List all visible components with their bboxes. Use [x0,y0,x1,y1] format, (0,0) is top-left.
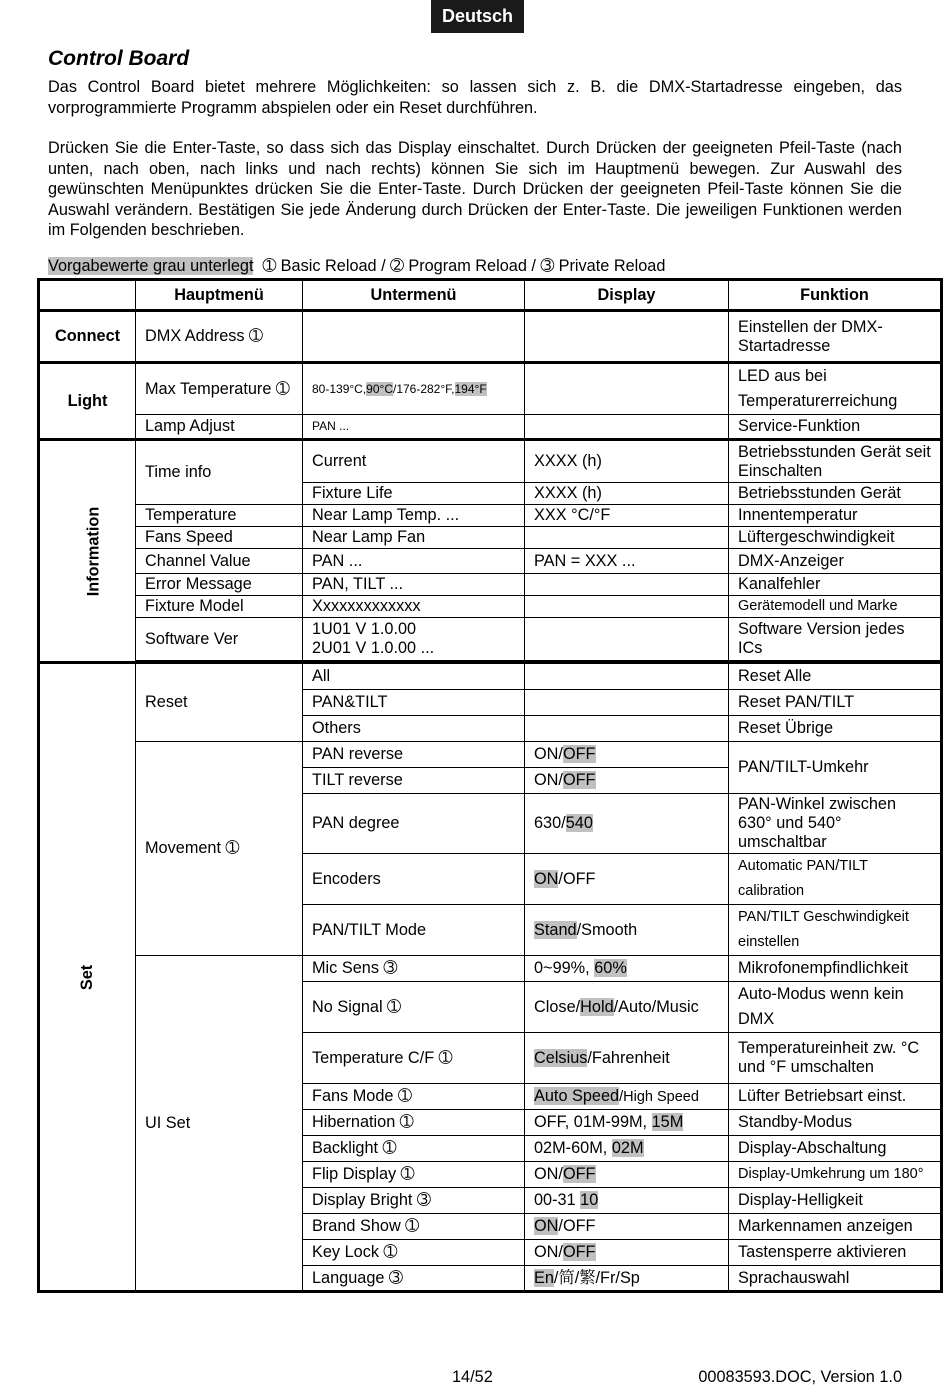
software-version-2: 2U01 V 1.0.00 ... [312,639,435,657]
display-cell [525,1136,729,1162]
display-cell [525,956,729,982]
group-connect: Connect [39,311,136,363]
display-cell [525,794,729,854]
value-option: 02M-60M, [534,1139,612,1157]
maxtemp-range-c: 80-139°C, [312,381,367,396]
default-value: OFF [562,745,596,763]
group-set [39,663,136,1292]
group-set-label: Set [78,964,96,990]
value-option: 00-31 [534,1191,581,1209]
value-option: OFF, 01M-99M, [534,1113,652,1131]
function-cell: Einstellen der DMX-Startadresse [729,311,942,363]
function-cell: Software Version jedes ICs [729,618,942,661]
sub-menu-cell: Encoders [303,854,525,905]
sub-menu-cell: Display Bright ➂ [303,1188,525,1214]
table-header-row [39,280,942,311]
function-cell: Innentemperatur [729,505,942,527]
control-board-table [37,278,943,1293]
value-option: /OFF [558,1217,596,1235]
display-cell: PAN = XXX ... [525,549,729,574]
display-cell [525,690,729,716]
default-value: OFF [562,771,596,789]
table-row [39,574,942,596]
table-row [39,440,942,483]
display-cell [525,1162,729,1188]
main-menu-cell: Movement ➀ [136,742,303,956]
sub-menu-cell: Brand Show ➀ [303,1214,525,1240]
display-cell [525,527,729,549]
group-information [39,440,136,663]
header-group [39,280,136,311]
display-cell [525,1110,729,1136]
header-main-menu: Hauptmenü [136,280,303,311]
table-row [39,415,942,440]
default-value: ON [534,1217,559,1235]
function-cell: Betriebsstunden Gerät seit Einschalten [729,440,942,483]
sub-menu-cell: No Signal ➀ [303,982,525,1033]
value-option: /简/繁/Fr/Sp [553,1268,640,1287]
legend-highlight: Vorgabewerte grau unterlegt [48,257,254,275]
sub-menu-cell: Temperature C/F ➀ [303,1033,525,1084]
sub-menu-cell: Hibernation ➀ [303,1110,525,1136]
function-cell: Kanalfehler [729,574,942,596]
main-menu-cell: Lamp Adjust [136,415,303,440]
default-value: En [534,1268,554,1287]
display-cell [525,1084,729,1110]
display-cell [525,768,729,794]
value-option: /Fahrenheit [587,1048,670,1067]
function-cell: PAN-Winkel zwischen 630° und 540° umschaltbar [729,794,942,854]
function-cell: Auto-Modus wenn kein DMX [729,982,942,1033]
display-cell [525,1033,729,1084]
function-cell: Automatic PAN/TILT calibration [729,854,942,905]
sub-menu-cell: All [303,663,525,690]
value-option: 0~99%, [534,959,595,977]
function-cell: PAN/TILT Geschwindigkeit einstellen [729,905,942,956]
function-cell: Service-Funktion [729,415,942,440]
sub-menu-cell: PAN/TILT Mode [303,905,525,956]
function-cell: Standby-Modus [729,1110,942,1136]
sub-menu-cell [303,311,525,363]
value-option: ON/ [534,1243,563,1261]
table-row [39,663,942,690]
function-cell: Gerätemodell und Marke [729,596,942,618]
sub-menu-cell: Flip Display ➀ [303,1162,525,1188]
sub-menu-cell: PAN reverse [303,742,525,768]
function-cell: Display-Umkehrung um 180° [729,1162,942,1188]
intro-paragraph: Das Control Board bietet mehrere Möglichkeiten: so lassen sich z. B. die DMX-Startadresse eingeben, das vorprogrammierte Programm abspielen oder ein Reset durchführen. [48,78,902,117]
table-row [39,596,942,618]
function-cell: Markennamen anzeigen [729,1214,942,1240]
legend-reload-modes: ➀ Basic Reload / ➁ Program Reload / ➂ Private Reload [253,257,666,275]
group-light: Light [39,363,136,440]
display-cell [525,1188,729,1214]
header-function: Funktion [729,280,942,311]
table-row [39,527,942,549]
display-cell [525,663,729,690]
sub-menu-cell: Near Lamp Temp. ... [303,505,525,527]
sub-menu-cell: Current [303,440,525,483]
table-row [39,311,942,363]
value-option: ON/ [534,745,563,763]
sub-menu-cell: Fans Mode ➀ [303,1084,525,1110]
display-cell [525,574,729,596]
language-tab: Deutsch [431,0,524,33]
sub-menu-cell: TILT reverse [303,768,525,794]
table-row [39,956,942,982]
display-cell [525,1240,729,1266]
main-menu-cell: Fixture Model [136,596,303,618]
value-option: Close/ [534,997,581,1016]
display-cell: XXX °C/°F [525,505,729,527]
function-cell: Reset Alle [729,663,942,690]
sub-menu-cell: PAN, TILT ... [303,574,525,596]
main-menu-cell: Reset [136,663,303,742]
sub-menu-cell: PAN ... [303,415,525,440]
sub-menu-cell: PAN ... [303,549,525,574]
main-menu-cell: Error Message [136,574,303,596]
sub-menu-cell [303,363,525,415]
function-cell: PAN/TILT-Umkehr [729,742,942,794]
default-value: ON [534,869,559,888]
instructions-paragraph: Drücken Sie die Enter-Taste, so dass sich das Display einschaltet. Durch Drücken der geeigneten Pfeil-Taste (nach unten, nach oben, nach links und nach rechts) können Sie sich im Hauptmenü bewegen. Zur Auswahl des gewünschten Menüpunktes drücken Sie die Enter-Taste. Durch Drücken der geeigneten Pfeil-Taste können Sie die Auswahl verändern. Bestätigen Sie jede Änderung durch Drücken der Enter-Taste. Die jeweiligen Funktionen werden im Folgenden beschrieben. [48,139,902,239]
maxtemp-range-f: /176-282°F, [392,381,455,396]
display-cell [525,905,729,956]
display-cell [525,1214,729,1240]
table-row [39,505,942,527]
sub-menu-cell: Near Lamp Fan [303,527,525,549]
function-cell: Display-Abschaltung [729,1136,942,1162]
sub-menu-cell: Key Lock ➀ [303,1240,525,1266]
page-title: Control Board [48,47,190,70]
function-cell: Display-Helligkeit [729,1188,942,1214]
sub-menu-cell: PAN degree [303,794,525,854]
display-cell [525,742,729,768]
function-cell: Tastensperre aktivieren [729,1240,942,1266]
sub-menu-cell: Fixture Life [303,483,525,505]
function-cell: Mikrofonempfindlichkeit [729,956,942,982]
sub-menu-cell: PAN&TILT [303,690,525,716]
value-option: ON/ [534,771,563,789]
default-value: 10 [580,1191,599,1209]
value-option: 630/ [534,814,566,832]
main-menu-cell: DMX Address ➀ [136,311,303,363]
display-cell [525,415,729,440]
default-value: 60% [594,959,627,977]
value-option: /OFF [558,869,596,888]
function-cell: Betriebsstunden Gerät [729,483,942,505]
display-cell: XXXX (h) [525,440,729,483]
main-menu-cell: Max Temperature ➀ [136,363,303,415]
document-version: 00083593.DOC, Version 1.0 [698,1368,902,1386]
group-information-label: Information [84,506,103,596]
main-menu-cell: Temperature [136,505,303,527]
display-cell [525,716,729,742]
display-cell [525,1266,729,1292]
header-display: Display [525,280,729,311]
value-option: ON/ [534,1165,563,1183]
display-cell [525,982,729,1033]
default-value: 15M [651,1113,684,1131]
maxtemp-default-c: 90°C [366,381,393,396]
sub-menu-cell: Backlight ➀ [303,1136,525,1162]
function-cell: Sprachauswahl [729,1266,942,1292]
function-cell: Temperatureinheit zw. °C und °F umschalten [729,1033,942,1084]
software-version-1: 1U01 V 1.0.00 [312,620,417,638]
function-cell: LED aus bei Temperaturerreichung [729,363,942,415]
default-value: Celsius [534,1048,588,1067]
display-cell [525,618,729,661]
function-cell: Lüfter Betriebsart einst. [729,1084,942,1110]
display-cell [525,596,729,618]
main-menu-cell: Time info [136,440,303,505]
main-menu-cell: UI Set [136,956,303,1292]
function-cell: Reset PAN/TILT [729,690,942,716]
function-cell: DMX-Anzeiger [729,549,942,574]
page-number: 14/52 [452,1368,493,1386]
display-cell: XXXX (h) [525,483,729,505]
main-menu-cell: Channel Value [136,549,303,574]
legend [48,256,665,276]
default-value: OFF [562,1165,596,1183]
header-sub-menu: Untermenü [303,280,525,311]
main-menu-cell: Fans Speed [136,527,303,549]
function-cell: Reset Übrige [729,716,942,742]
sub-menu-cell: Mic Sens ➂ [303,956,525,982]
default-value: OFF [562,1243,596,1261]
value-option: /Auto/Music [613,997,699,1016]
display-cell [525,363,729,415]
table-row [39,618,942,661]
value-option: /Smooth [576,920,638,939]
sub-menu-cell: Xxxxxxxxxxxxx [303,596,525,618]
value-option: /High Speed [619,1088,699,1105]
maxtemp-default-f: 194°F [454,381,487,396]
display-cell [525,311,729,363]
default-value: 540 [565,814,593,832]
table-row [39,549,942,574]
table-row [39,363,942,415]
main-menu-cell: Software Ver [136,618,303,661]
default-value: Stand [534,920,577,939]
sub-menu-cell: Language ➂ [303,1266,525,1292]
sub-menu-cell [303,618,525,661]
function-cell: Lüftergeschwindigkeit [729,527,942,549]
default-value: 02M [611,1139,644,1157]
display-cell [525,854,729,905]
sub-menu-cell: Others [303,716,525,742]
table-row [39,742,942,768]
default-value: Auto Speed [534,1086,620,1105]
default-value: Hold [580,997,614,1016]
